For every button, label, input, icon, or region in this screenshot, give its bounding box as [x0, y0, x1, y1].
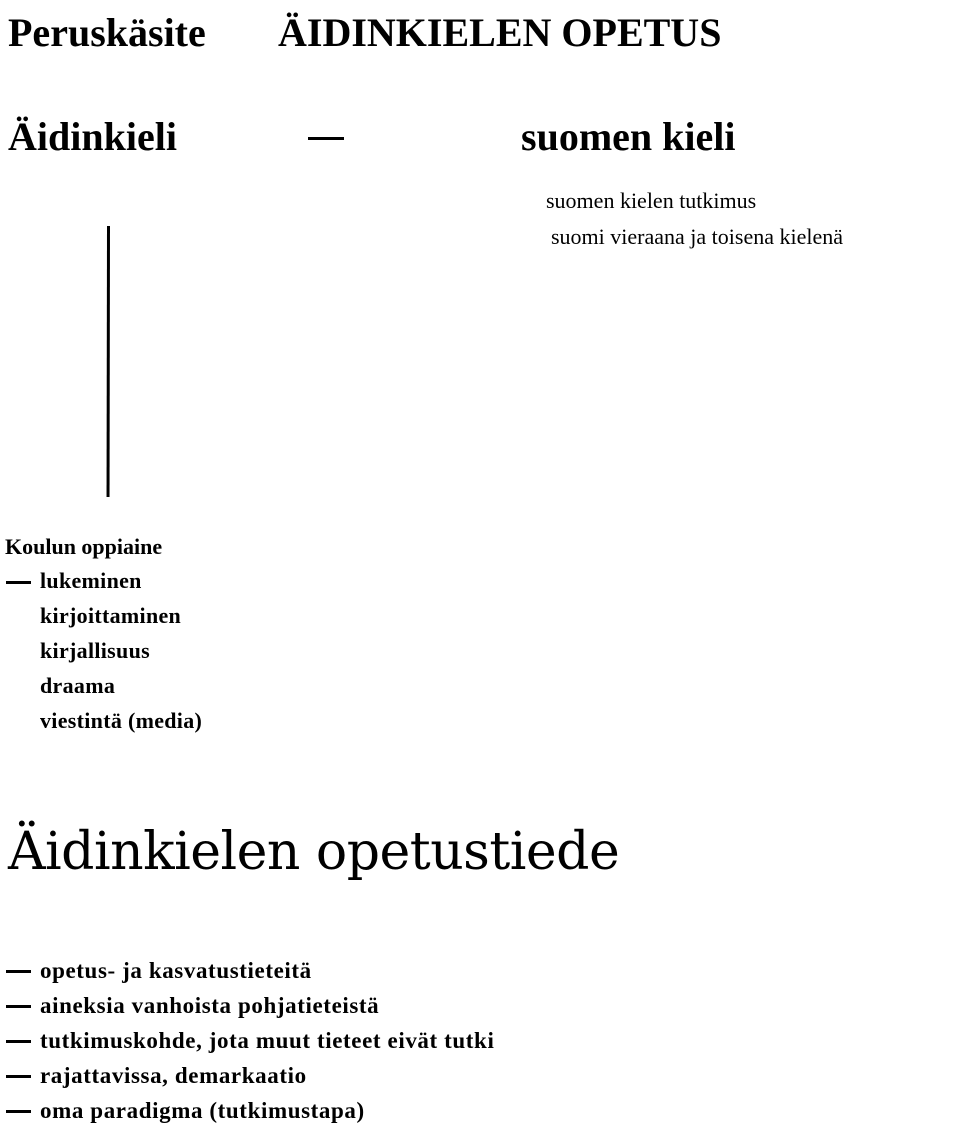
science-item-dash: [6, 1040, 31, 1043]
science-item-dash: [6, 1110, 31, 1113]
science-item: oma paradigma (tutkimustapa): [40, 1098, 365, 1123]
science-item-dash: [6, 970, 31, 973]
science-item: aineksia vanhoista pohjatieteistä: [40, 993, 380, 1018]
page-title: ÄIDINKIELEN OPETUS: [278, 10, 722, 55]
school-subject-item: kirjallisuus: [40, 638, 150, 663]
school-subject-heading: Koulun oppiaine: [5, 534, 163, 559]
suomen-kieli-subitem: suomen kielen tutkimus: [546, 188, 757, 213]
science-item: opetus- ja kasvatustieteitä: [40, 958, 312, 983]
school-subject-item: lukeminen: [40, 568, 142, 593]
school-subject-item: kirjoittaminen: [40, 603, 182, 628]
science-item: rajattavissa, demarkaatio: [40, 1063, 307, 1088]
school-subject-item: draama: [40, 673, 116, 698]
term-aidinkieli: Äidinkieli: [8, 114, 177, 159]
school-subject-item: viestintä (media): [40, 708, 203, 733]
relation-dash: [308, 137, 344, 140]
page-label: Peruskäsite: [8, 10, 206, 55]
suomen-kieli-subitem: suomi vieraana ja toisena kielenä: [551, 224, 843, 249]
school-subject-dash: [6, 581, 31, 584]
term-suomen-kieli: suomen kieli: [521, 114, 736, 159]
vertical-connector-line: [107, 226, 110, 497]
science-item: tutkimuskohde, jota muut tieteet eivät tutki: [40, 1028, 495, 1053]
science-heading: Äidinkielen opetustiede: [8, 822, 620, 882]
science-item-dash: [6, 1005, 31, 1008]
science-item-dash: [6, 1075, 31, 1078]
